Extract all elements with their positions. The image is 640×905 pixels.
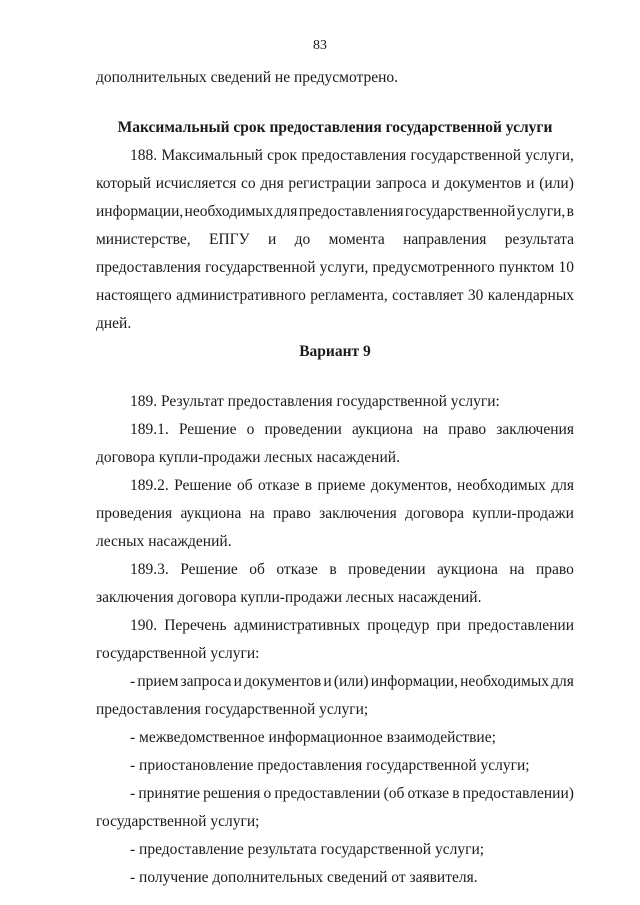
word: и <box>323 673 332 690</box>
word: запроса <box>180 673 232 690</box>
word: проведения <box>96 505 173 522</box>
p190-line-2: государственной услуги: <box>96 645 260 662</box>
p189-2-line-1 <box>96 472 574 500</box>
p188-line-7: дней. <box>96 315 132 332</box>
word: регламента, <box>310 287 388 304</box>
word: информации, <box>96 203 184 220</box>
word: предоставлении) <box>462 785 574 802</box>
word: отказе <box>407 785 450 802</box>
page-number: 83 <box>313 38 327 53</box>
word: результата <box>504 231 574 248</box>
word: проведении <box>348 561 426 578</box>
word: аукциона <box>180 505 242 522</box>
list-item-1-line-1 <box>96 668 574 696</box>
word: Перечень <box>164 617 227 634</box>
word: необходимых <box>184 203 274 220</box>
word: 30 <box>467 287 484 304</box>
word: для <box>551 477 574 494</box>
word: о <box>246 421 255 438</box>
word: об <box>237 477 253 494</box>
word: документов <box>244 673 322 690</box>
word: договора <box>405 505 465 522</box>
word: 188. <box>130 147 158 164</box>
p188-line-1 <box>96 142 574 170</box>
word: отказе <box>276 561 318 578</box>
word: право <box>273 505 311 522</box>
heading-max-term: Максимальный срок предоставления государственной услуги <box>117 119 553 136</box>
word: предоставления <box>301 147 407 164</box>
word: отказе <box>257 477 300 494</box>
word: ЕПГУ <box>208 231 250 248</box>
word: регистрации <box>288 175 372 192</box>
word: предусмотренного <box>372 259 495 276</box>
word: пунктом <box>498 259 555 276</box>
intro-line: дополнительных сведений не предусмотрено. <box>96 69 399 86</box>
word: на <box>509 561 525 578</box>
p189-2-line-3: лесных насаждений. <box>96 533 232 550</box>
word: предоставления <box>96 259 201 276</box>
word: Решение <box>180 561 238 578</box>
paragraph-189-2 <box>96 472 574 556</box>
p188-line-6 <box>96 282 574 310</box>
list-item-5: - предоставление результата государственной услуги; <box>130 841 485 858</box>
word: до <box>294 231 311 248</box>
list-item-4-line-1 <box>96 780 574 808</box>
word: настоящего <box>96 287 172 304</box>
word: срок <box>267 147 298 164</box>
word: заключения <box>496 421 574 438</box>
word: календарных <box>487 287 574 304</box>
paragraph-189-3 <box>96 556 574 612</box>
word: запроса <box>375 175 427 192</box>
word: министерстве, <box>96 231 191 248</box>
word: услуги, <box>525 147 574 164</box>
word: исчисляется <box>155 175 237 192</box>
list-item-3: - приостановление предоставления государственной услуги; <box>130 757 530 774</box>
word: для <box>551 673 574 690</box>
word: который <box>96 175 152 192</box>
word: государственной <box>410 147 522 164</box>
word: предоставления <box>298 203 404 220</box>
paragraph-189-1 <box>96 416 574 472</box>
word: предоставлении <box>467 617 574 634</box>
word: прием <box>137 673 179 690</box>
word: документов <box>444 175 522 192</box>
word: аукциона <box>436 561 498 578</box>
word: для <box>274 203 298 220</box>
word: Решение <box>174 477 232 494</box>
word: 189.1. <box>130 421 169 438</box>
word: направления <box>403 231 487 248</box>
word: принятие <box>138 785 201 802</box>
p189-1-line-2: договора купли-продажи лесных насаждений. <box>96 449 400 466</box>
word: на <box>422 421 439 438</box>
p189-2-line-2 <box>96 500 574 528</box>
word: со <box>241 175 256 192</box>
word: информации, <box>370 673 458 690</box>
word: - <box>130 673 136 690</box>
word: в <box>329 561 337 578</box>
p189-3-line-1 <box>96 556 574 584</box>
paragraph-188 <box>96 142 574 338</box>
word: Решение <box>178 421 237 438</box>
word: и <box>431 175 440 192</box>
word: заключения <box>319 505 397 522</box>
list-item-2: - межведомственное информационное взаимодействие; <box>130 729 496 746</box>
word: 189.2. <box>130 477 169 494</box>
p188-line-2 <box>96 170 574 198</box>
word: предоставлении <box>274 785 381 802</box>
word: административных <box>233 617 361 634</box>
word: необходимых <box>457 477 546 494</box>
heading-variant: Вариант 9 <box>299 343 371 360</box>
word: об <box>249 561 265 578</box>
word: (об <box>383 785 405 802</box>
word: документов, <box>370 477 452 494</box>
p189-3-line-2: заключения договора купли-продажи лесных насаждений. <box>96 589 482 606</box>
word: право <box>536 561 574 578</box>
word: проведении <box>264 421 342 438</box>
word: решения <box>203 785 261 802</box>
word: 10 <box>558 259 574 276</box>
word: 190. <box>130 617 158 634</box>
list-item-6: - получение дополнительных сведений от заявителя. <box>130 869 478 886</box>
paragraph-190 <box>96 612 574 668</box>
spacer <box>96 92 574 114</box>
p188-line-3 <box>96 198 574 226</box>
document-body <box>96 64 574 892</box>
word: и <box>267 231 277 248</box>
word: услуги, <box>319 259 369 276</box>
word: момента <box>328 231 385 248</box>
procedure-list <box>96 668 574 892</box>
word: на <box>249 505 265 522</box>
word: (или) <box>539 175 574 192</box>
word: - <box>130 785 136 802</box>
word: необходимых <box>460 673 549 690</box>
word: административного <box>176 287 306 304</box>
paragraph-189: 189. Результат предоставления государственной услуги: <box>130 393 500 410</box>
p190-line-1 <box>96 612 574 640</box>
word: при <box>436 617 461 634</box>
word: процедур <box>367 617 430 634</box>
word: Максимальный <box>161 147 263 164</box>
word: приеме <box>317 477 366 494</box>
word: составляет <box>392 287 464 304</box>
word: государственной <box>205 259 316 276</box>
word: право <box>448 421 487 438</box>
list-item-4-line-2: государственной услуги; <box>96 813 260 830</box>
word: о <box>263 785 272 802</box>
word: 189.3. <box>130 561 169 578</box>
word: и <box>233 673 242 690</box>
p188-line-4 <box>96 226 574 254</box>
word: в <box>566 203 574 220</box>
word: дня <box>260 175 284 192</box>
word: и <box>526 175 535 192</box>
spacer <box>96 366 574 388</box>
word: государственной <box>404 203 516 220</box>
word: в <box>452 785 460 802</box>
word: (или) <box>333 673 369 690</box>
p189-1-line-1 <box>96 416 574 444</box>
word: купли-продажи <box>472 505 574 522</box>
word: услуги, <box>516 203 566 220</box>
list-item-1-line-2: предоставления государственной услуги; <box>96 701 369 718</box>
p188-line-5 <box>96 254 574 282</box>
word: в <box>304 477 313 494</box>
word: аукциона <box>351 421 413 438</box>
